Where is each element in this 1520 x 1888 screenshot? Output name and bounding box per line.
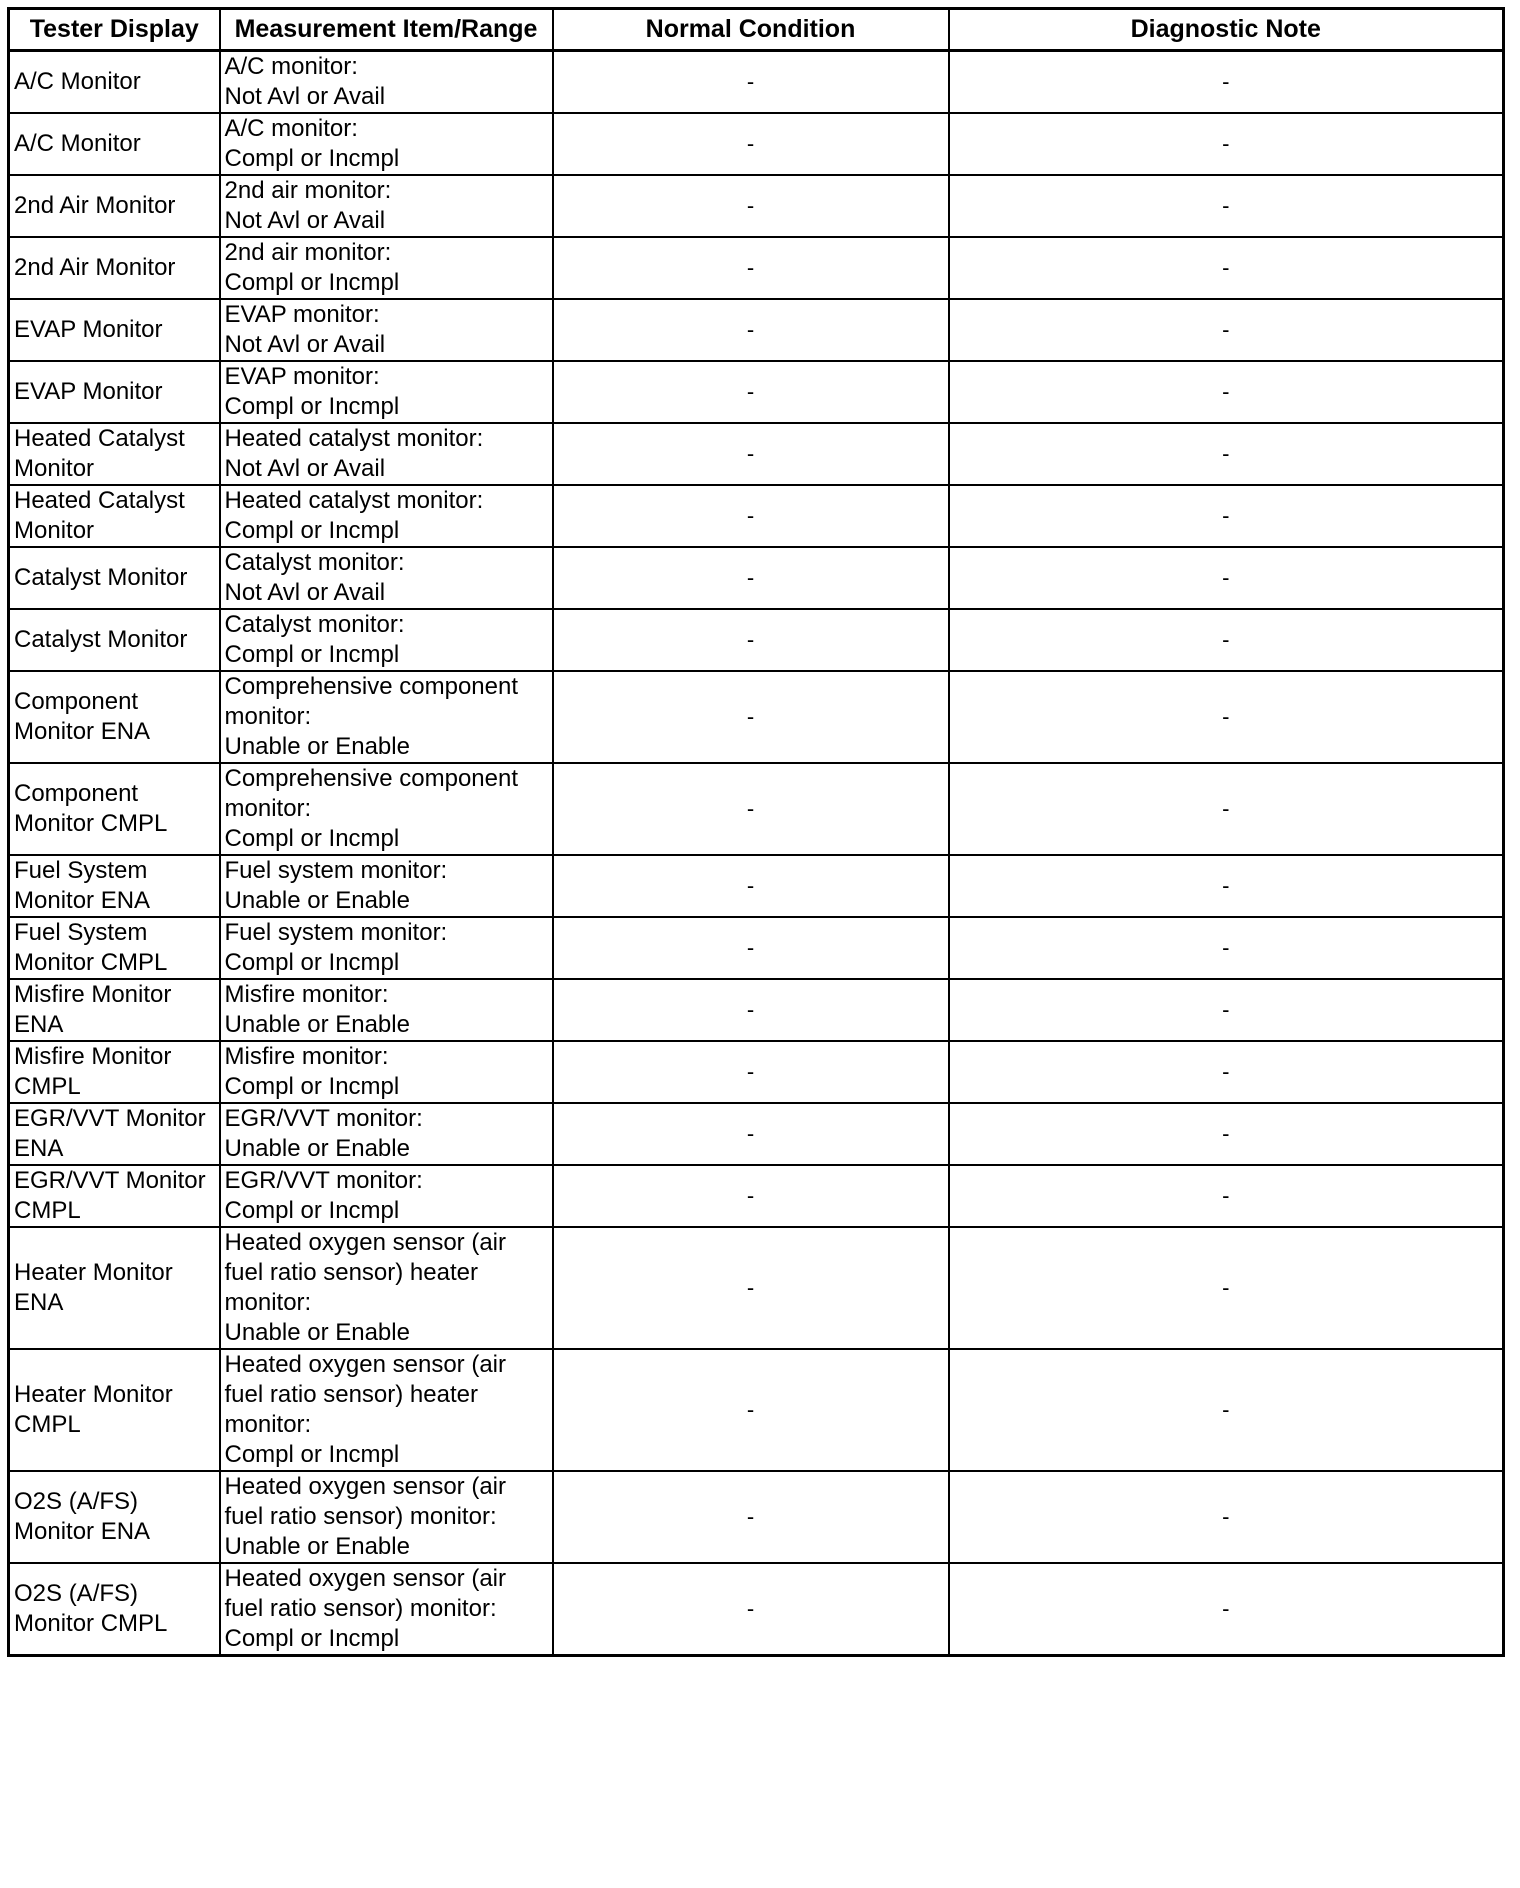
cell-tester-display: O2S (A/FS) Monitor ENA (9, 1471, 220, 1563)
cell-diagnostic-note: - (949, 1471, 1504, 1563)
cell-normal-condition: - (553, 671, 949, 763)
table-row (9, 237, 1504, 299)
table-row (9, 1471, 1504, 1563)
cell-normal-condition: - (553, 547, 949, 609)
cell-measurement-item: Comprehensive component monitor: Unable or Enable (220, 671, 553, 763)
cell-normal-condition: - (553, 1349, 949, 1471)
header-tester-display: Tester Display (9, 9, 220, 51)
cell-measurement-item: EVAP monitor: Not Avl or Avail (220, 299, 553, 361)
cell-normal-condition: - (553, 485, 949, 547)
cell-diagnostic-note: - (949, 671, 1504, 763)
cell-normal-condition: - (553, 361, 949, 423)
cell-diagnostic-note: - (949, 1227, 1504, 1349)
table-row (9, 1227, 1504, 1349)
cell-normal-condition: - (553, 175, 949, 237)
cell-measurement-item: Catalyst monitor: Compl or Incmpl (220, 609, 553, 671)
table-row (9, 917, 1504, 979)
table-row (9, 51, 1504, 114)
cell-measurement-item: Catalyst monitor: Not Avl or Avail (220, 547, 553, 609)
cell-tester-display: 2nd Air Monitor (9, 175, 220, 237)
table-header-row (9, 9, 1504, 51)
cell-measurement-item: Heated catalyst monitor: Not Avl or Avail (220, 423, 553, 485)
cell-tester-display: Component Monitor CMPL (9, 763, 220, 855)
cell-diagnostic-note: - (949, 547, 1504, 609)
header-measurement-item: Measurement Item/Range (220, 9, 553, 51)
cell-tester-display: Heater Monitor ENA (9, 1227, 220, 1349)
cell-diagnostic-note: - (949, 1349, 1504, 1471)
cell-normal-condition: - (553, 1471, 949, 1563)
cell-normal-condition: - (553, 423, 949, 485)
cell-measurement-item: Fuel system monitor: Unable or Enable (220, 855, 553, 917)
cell-diagnostic-note: - (949, 1563, 1504, 1656)
cell-diagnostic-note: - (949, 237, 1504, 299)
cell-tester-display: EGR/VVT Monitor ENA (9, 1103, 220, 1165)
cell-normal-condition: - (553, 855, 949, 917)
cell-normal-condition: - (553, 1103, 949, 1165)
cell-diagnostic-note: - (949, 609, 1504, 671)
cell-tester-display: 2nd Air Monitor (9, 237, 220, 299)
cell-tester-display: Heated Catalyst Monitor (9, 485, 220, 547)
cell-measurement-item: Heated oxygen sensor (air fuel ratio sensor) monitor: Unable or Enable (220, 1471, 553, 1563)
cell-diagnostic-note: - (949, 299, 1504, 361)
cell-tester-display: EVAP Monitor (9, 361, 220, 423)
cell-tester-display: EVAP Monitor (9, 299, 220, 361)
cell-normal-condition: - (553, 237, 949, 299)
table-row (9, 423, 1504, 485)
cell-measurement-item: Misfire monitor: Unable or Enable (220, 979, 553, 1041)
header-diagnostic-note: Diagnostic Note (949, 9, 1504, 51)
cell-tester-display: EGR/VVT Monitor CMPL (9, 1165, 220, 1227)
cell-normal-condition: - (553, 1563, 949, 1656)
cell-diagnostic-note: - (949, 763, 1504, 855)
cell-tester-display: Component Monitor ENA (9, 671, 220, 763)
table-row (9, 609, 1504, 671)
cell-tester-display: Misfire Monitor ENA (9, 979, 220, 1041)
table-row (9, 671, 1504, 763)
table-row (9, 175, 1504, 237)
table-row (9, 855, 1504, 917)
cell-tester-display: Fuel System Monitor ENA (9, 855, 220, 917)
cell-measurement-item: Comprehensive component monitor: Compl or Incmpl (220, 763, 553, 855)
cell-normal-condition: - (553, 763, 949, 855)
table-row (9, 485, 1504, 547)
table-row (9, 299, 1504, 361)
table-row (9, 979, 1504, 1041)
table-row (9, 1165, 1504, 1227)
cell-diagnostic-note: - (949, 1041, 1504, 1103)
cell-tester-display: A/C Monitor (9, 51, 220, 114)
cell-normal-condition: - (553, 51, 949, 114)
diagnostic-data-table (7, 7, 1505, 1657)
cell-measurement-item: 2nd air monitor: Not Avl or Avail (220, 175, 553, 237)
cell-tester-display: Catalyst Monitor (9, 609, 220, 671)
cell-measurement-item: EVAP monitor: Compl or Incmpl (220, 361, 553, 423)
table-row (9, 1041, 1504, 1103)
cell-measurement-item: Heated oxygen sensor (air fuel ratio sensor) heater monitor: Unable or Enable (220, 1227, 553, 1349)
cell-measurement-item: EGR/VVT monitor: Unable or Enable (220, 1103, 553, 1165)
cell-diagnostic-note: - (949, 361, 1504, 423)
cell-tester-display: Catalyst Monitor (9, 547, 220, 609)
cell-measurement-item: EGR/VVT monitor: Compl or Incmpl (220, 1165, 553, 1227)
cell-normal-condition: - (553, 113, 949, 175)
table-row (9, 547, 1504, 609)
cell-tester-display: Misfire Monitor CMPL (9, 1041, 220, 1103)
cell-diagnostic-note: - (949, 1103, 1504, 1165)
cell-normal-condition: - (553, 1227, 949, 1349)
cell-diagnostic-note: - (949, 175, 1504, 237)
header-normal-condition: Normal Condition (553, 9, 949, 51)
cell-diagnostic-note: - (949, 855, 1504, 917)
cell-diagnostic-note: - (949, 917, 1504, 979)
cell-tester-display: Fuel System Monitor CMPL (9, 917, 220, 979)
cell-diagnostic-note: - (949, 979, 1504, 1041)
cell-normal-condition: - (553, 299, 949, 361)
cell-measurement-item: Heated oxygen sensor (air fuel ratio sensor) monitor: Compl or Incmpl (220, 1563, 553, 1656)
table-row (9, 763, 1504, 855)
cell-measurement-item: A/C monitor: Compl or Incmpl (220, 113, 553, 175)
cell-normal-condition: - (553, 917, 949, 979)
cell-diagnostic-note: - (949, 423, 1504, 485)
table-row (9, 1563, 1504, 1656)
cell-tester-display: O2S (A/FS) Monitor CMPL (9, 1563, 220, 1656)
cell-measurement-item: Heated oxygen sensor (air fuel ratio sensor) heater monitor: Compl or Incmpl (220, 1349, 553, 1471)
table-row (9, 361, 1504, 423)
cell-diagnostic-note: - (949, 51, 1504, 114)
table-row (9, 1103, 1504, 1165)
table-body (9, 51, 1504, 1656)
cell-diagnostic-note: - (949, 485, 1504, 547)
cell-normal-condition: - (553, 1041, 949, 1103)
cell-diagnostic-note: - (949, 113, 1504, 175)
cell-tester-display: Heated Catalyst Monitor (9, 423, 220, 485)
cell-measurement-item: Fuel system monitor: Compl or Incmpl (220, 917, 553, 979)
cell-measurement-item: 2nd air monitor: Compl or Incmpl (220, 237, 553, 299)
cell-normal-condition: - (553, 1165, 949, 1227)
cell-measurement-item: Misfire monitor: Compl or Incmpl (220, 1041, 553, 1103)
cell-normal-condition: - (553, 609, 949, 671)
cell-normal-condition: - (553, 979, 949, 1041)
cell-tester-display: A/C Monitor (9, 113, 220, 175)
cell-tester-display: Heater Monitor CMPL (9, 1349, 220, 1471)
cell-measurement-item: Heated catalyst monitor: Compl or Incmpl (220, 485, 553, 547)
cell-measurement-item: A/C monitor: Not Avl or Avail (220, 51, 553, 114)
table-row (9, 113, 1504, 175)
table-row (9, 1349, 1504, 1471)
cell-diagnostic-note: - (949, 1165, 1504, 1227)
